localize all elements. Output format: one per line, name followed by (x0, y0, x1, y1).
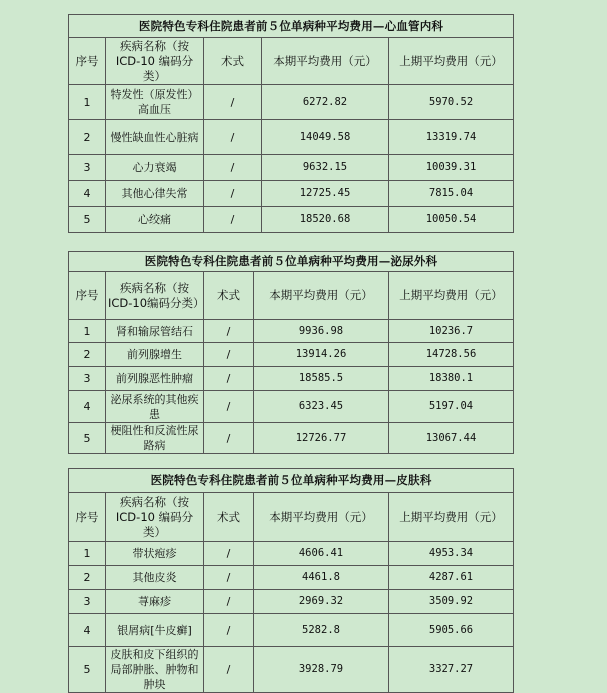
row-number: 2 (69, 566, 106, 590)
table-row (69, 320, 514, 343)
row-disease: 银屑病[牛皮癣] (106, 614, 204, 647)
row-procedure: / (204, 120, 262, 155)
row-disease: 前列腺增生 (106, 343, 204, 367)
header-previous-cost: 上期平均费用（元） (389, 272, 514, 320)
header-current-cost: 本期平均费用（元） (254, 272, 389, 320)
row-number: 5 (69, 423, 106, 454)
row-previous-cost: 4287.61 (389, 566, 514, 590)
table-row (69, 155, 514, 181)
table-row (69, 207, 514, 233)
row-disease: 梗阻性和反流性尿路病 (106, 423, 204, 454)
table-row (69, 181, 514, 207)
row-current-cost: 4461.8 (254, 566, 389, 590)
row-previous-cost: 18380.1 (389, 367, 514, 391)
row-previous-cost: 13067.44 (389, 423, 514, 454)
header-current-cost: 本期平均费用（元） (262, 38, 389, 85)
table-row (69, 647, 514, 693)
row-disease: 其他心律失常 (106, 181, 204, 207)
row-current-cost: 18520.68 (262, 207, 389, 233)
row-disease: 心绞痛 (106, 207, 204, 233)
table-row (69, 590, 514, 614)
header-disease-name: 疾病名称（按 ICD-10 编码分类） (106, 493, 204, 542)
row-procedure: / (204, 367, 254, 391)
table-row (69, 85, 514, 120)
row-previous-cost: 4953.34 (389, 542, 514, 566)
header-procedure: 术式 (204, 493, 254, 542)
row-procedure: / (204, 343, 254, 367)
row-current-cost: 12725.45 (262, 181, 389, 207)
table-dermatology (68, 468, 514, 693)
row-number: 5 (69, 647, 106, 693)
row-current-cost: 18585.5 (254, 367, 389, 391)
header-previous-cost: 上期平均费用（元） (389, 38, 514, 85)
row-procedure: / (204, 542, 254, 566)
row-procedure: / (204, 566, 254, 590)
row-current-cost: 5282.8 (254, 614, 389, 647)
row-number: 1 (69, 85, 106, 120)
header-number: 序号 (69, 38, 106, 85)
row-disease: 泌尿系统的其他疾患 (106, 391, 204, 423)
table-row (69, 391, 514, 423)
row-previous-cost: 10039.31 (389, 155, 514, 181)
table-urology (68, 251, 514, 454)
row-current-cost: 3928.79 (254, 647, 389, 693)
row-previous-cost: 3509.92 (389, 590, 514, 614)
row-procedure: / (204, 85, 262, 120)
row-disease: 慢性缺血性心脏病 (106, 120, 204, 155)
row-number: 5 (69, 207, 106, 233)
row-previous-cost: 13319.74 (389, 120, 514, 155)
row-procedure: / (204, 614, 254, 647)
table-row (69, 614, 514, 647)
row-procedure: / (204, 181, 262, 207)
row-current-cost: 9936.98 (254, 320, 389, 343)
row-procedure: / (204, 320, 254, 343)
table-row (69, 566, 514, 590)
header-number: 序号 (69, 272, 106, 320)
header-current-cost: 本期平均费用（元） (254, 493, 389, 542)
row-procedure: / (204, 423, 254, 454)
row-previous-cost: 5905.66 (389, 614, 514, 647)
table-row (69, 343, 514, 367)
row-previous-cost: 7815.04 (389, 181, 514, 207)
table-title: 医院特色专科住院患者前５位单病种平均费用—泌尿外科 (69, 252, 514, 272)
table-cardiology (68, 14, 514, 233)
row-disease: 皮肤和皮下组织的局部肿胀、肿物和肿块 (106, 647, 204, 693)
row-disease: 带状疱疹 (106, 542, 204, 566)
row-previous-cost: 3327.27 (389, 647, 514, 693)
row-current-cost: 9632.15 (262, 155, 389, 181)
table-row (69, 542, 514, 566)
table-title: 医院特色专科住院患者前５位单病种平均费用—皮肤科 (69, 469, 514, 493)
row-number: 2 (69, 343, 106, 367)
table-row (69, 367, 514, 391)
header-procedure: 术式 (204, 38, 262, 85)
row-current-cost: 6323.45 (254, 391, 389, 423)
row-number: 2 (69, 120, 106, 155)
table-row (69, 120, 514, 155)
row-disease: 特发性（原发性）高血压 (106, 85, 204, 120)
row-current-cost: 12726.77 (254, 423, 389, 454)
table-title: 医院特色专科住院患者前５位单病种平均费用—心血管内科 (69, 15, 514, 38)
table-row (69, 423, 514, 454)
header-disease-name: 疾病名称（按 ICD-10编码分类） (106, 272, 204, 320)
row-current-cost: 4606.41 (254, 542, 389, 566)
row-disease: 前列腺恶性肿瘤 (106, 367, 204, 391)
row-number: 1 (69, 542, 106, 566)
row-current-cost: 13914.26 (254, 343, 389, 367)
row-disease: 肾和输尿管结石 (106, 320, 204, 343)
row-disease: 心力衰竭 (106, 155, 204, 181)
row-current-cost: 14049.58 (262, 120, 389, 155)
row-procedure: / (204, 207, 262, 233)
header-disease-name: 疾病名称（按 ICD-10 编码分类） (106, 38, 204, 85)
row-previous-cost: 5197.04 (389, 391, 514, 423)
row-number: 4 (69, 391, 106, 423)
row-disease: 其他皮炎 (106, 566, 204, 590)
row-number: 4 (69, 181, 106, 207)
row-previous-cost: 10236.7 (389, 320, 514, 343)
row-number: 3 (69, 367, 106, 391)
row-previous-cost: 10050.54 (389, 207, 514, 233)
row-number: 3 (69, 155, 106, 181)
row-procedure: / (204, 647, 254, 693)
row-current-cost: 6272.82 (262, 85, 389, 120)
header-previous-cost: 上期平均费用（元） (389, 493, 514, 542)
row-current-cost: 2969.32 (254, 590, 389, 614)
row-previous-cost: 5970.52 (389, 85, 514, 120)
row-number: 4 (69, 614, 106, 647)
row-number: 3 (69, 590, 106, 614)
header-number: 序号 (69, 493, 106, 542)
row-procedure: / (204, 155, 262, 181)
header-procedure: 术式 (204, 272, 254, 320)
row-disease: 荨麻疹 (106, 590, 204, 614)
row-procedure: / (204, 391, 254, 423)
row-number: 1 (69, 320, 106, 343)
row-procedure: / (204, 590, 254, 614)
row-previous-cost: 14728.56 (389, 343, 514, 367)
